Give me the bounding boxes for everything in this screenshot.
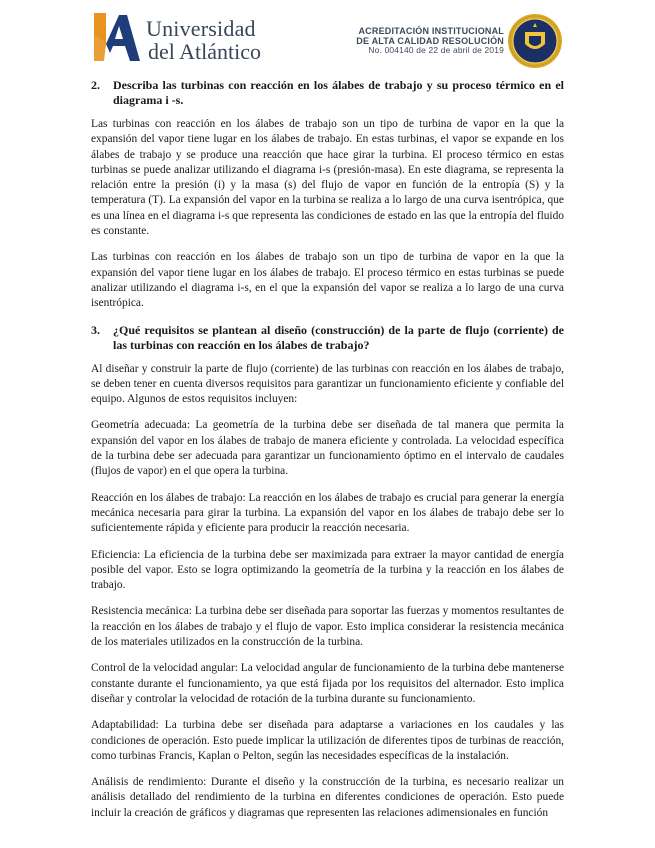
page-header	[0, 0, 655, 80]
paragraph: Control de la velocidad angular: La velocidad angular de funcionamiento de la turbina debe mantenerse constante durante el funcionamiento, ya que está fijada por los requisitos del alternador. Esto implica diseñar y controlar la velocidad de rotación de la turbina durante su funcionamiento.	[91, 662, 564, 705]
paragraph: Reacción en los álabes de trabajo: La reacción en los álabes de trabajo es crucial para generar la energía mecánica necesaria para girar la turbina. La expansión del vapor en los álabes de trabajo debe ser lo suficientemente rápida y eficiente para producir la reacción necesaria.	[91, 491, 564, 535]
university-name	[146, 18, 261, 63]
paragraph: Las turbinas con reacción en los álabes de trabajo son un tipo de turbina de vapor en la que la expansión del vapor tiene lugar en los álabes de trabajo. En estas turbinas, el vapor se expande en los álabes de trabajo y se produce una reacción que hace girar la turbina. El proceso térmico en estas turbinas se puede analizar utilizando el diagrama i-s (presión-masa). En este diagrama, se representa la relación entre la presión (i) y la masa (s) del flujo de vapor en función de la entropía (S) y la temperatura (T). La expansión del vapor en la turbina se realiza a lo largo de una curva isentrópica, que es una línea en el diagrama i-s que representa las condiciones de estado en las que la entropía del fluido es constante.	[91, 118, 564, 238]
accreditation-line3: No. 004140 de 22 de abril de 2019	[368, 45, 504, 56]
accreditation-line1: ACREDITACIÓN INSTITUCIONAL	[358, 26, 504, 36]
paragraph: Resistencia mecánica: La turbina debe ser diseñada para soportar las fuerzas y momentos resultantes de la reacción en los álabes de trabajo y el flujo de vapor. Esto implica considerar la resistencia mecánica de los materiales utilizados en la construcción de la turbina.	[91, 605, 564, 649]
accreditation-seal-icon	[507, 13, 563, 69]
question-3-heading	[91, 323, 564, 353]
question-number: 2.	[91, 78, 100, 92]
question-2-heading	[91, 78, 564, 108]
paragraph: Adaptabilidad: La turbina debe ser diseñada para adaptarse a variaciones en los caudales y las condiciones de operación. Esto puede implicar la utilización de diferentes tipos de turbinas de reacción, como turbinas Francis, Kaplan o Pelton, según las necesidades específicas de la instalación.	[91, 719, 564, 762]
paragraph: Análisis de rendimiento: Durante el diseño y la construcción de la turbina, es necesario realizar un análisis detallado del rendimiento de la turbina en diferentes condiciones de operación. Esto puede incluir la creación de gráficos y diagramas que representen las relaciones adimensionales en función	[91, 776, 564, 819]
question-text: ¿Qué requisitos se plantean al diseño (construcción) de la parte de flujo (corriente) de las turbinas con reacción en los álabes de trabajo?	[113, 322, 564, 352]
question-text: Describa las turbinas con reacción en los álabes de trabajo y su proceso térmico en el diagrama i -s.	[113, 78, 564, 107]
university-name-line1: Universidad	[146, 16, 256, 41]
university-name-line2: del Atlántico	[148, 39, 262, 64]
document-body	[91, 78, 564, 832]
paragraph: Eficiencia: La eficiencia de la turbina debe ser maximizada para extraer la mayor cantidad de energía posible del vapor. Esto se logra optimizando la geometría de la turbina y la reacción en los álabes de trabajo.	[91, 548, 564, 592]
accreditation-line2: DE ALTA CALIDAD RESOLUCIÓN	[356, 36, 504, 47]
paragraph: Al diseñar y construir la parte de flujo (corriente) de las turbinas con reacción en los álabes de trabajo, se deben tener en cuenta diversos requisitos para garantizar un funcionamiento eficiente y confiable del equipo. Algunos de estos requisitos incluyen:	[91, 362, 564, 406]
question-number: 3.	[91, 322, 100, 337]
university-logo-icon	[92, 13, 142, 65]
accreditation-text	[352, 26, 504, 56]
paragraph: Geometría adecuada: La geometría de la turbina debe ser diseñada de tal manera que permita la expansión del vapor en los álabes de trabajo de manera eficiente y controlada. La velocidad específica de la turbina debe ser adecuada para garantizar un funcionamiento óptimo en el intervalo de caudales (flujos de vapor) en el que opera la turbina.	[91, 419, 564, 478]
paragraph: Las turbinas con reacción en los álabes de trabajo son un tipo de turbina de vapor en la que la expansión del vapor tiene lugar en los álabes de trabajo. El proceso térmico en estas turbinas se puede analizar utilizando el diagrama i-s, en el que la expansión del vapor se realiza a lo largo de una curva isentrópica.	[91, 251, 564, 310]
